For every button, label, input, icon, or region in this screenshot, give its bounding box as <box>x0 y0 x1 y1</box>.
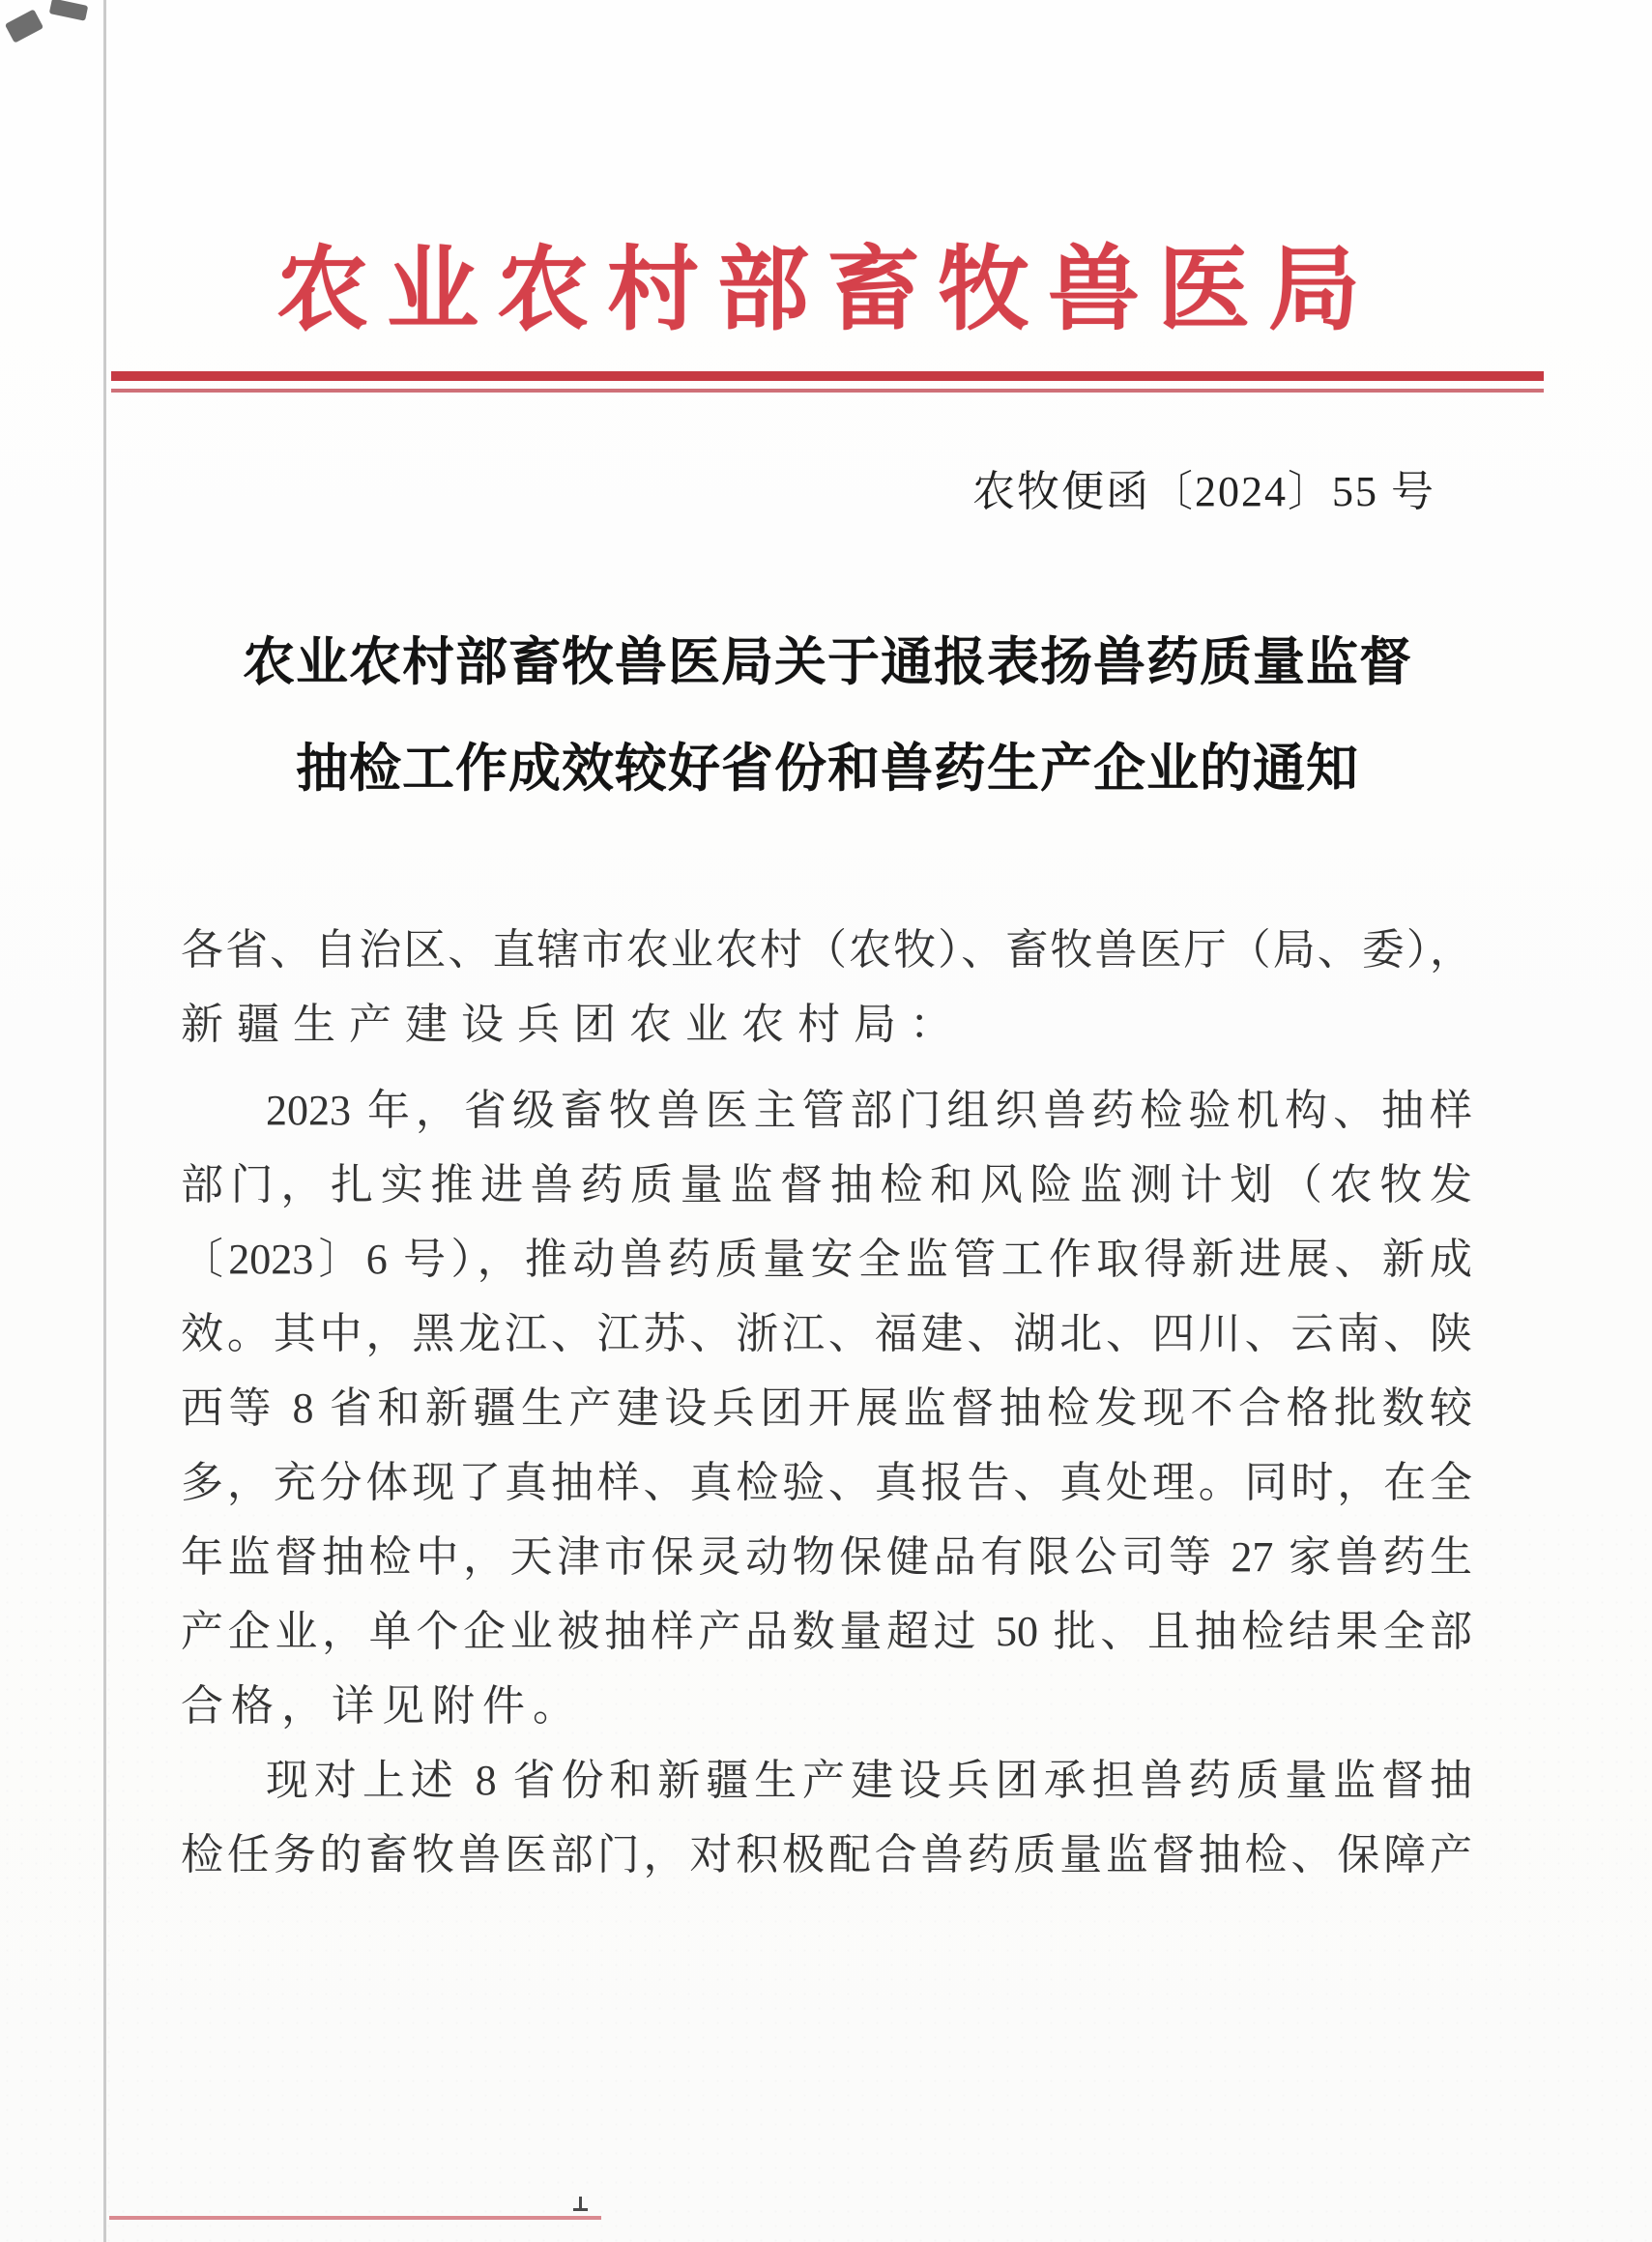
body-line: 〔2023〕6 号），推动兽药质量安全监管工作取得新进展、新成 <box>181 1236 1472 1283</box>
scan-artifact-page-mark <box>573 2208 588 2211</box>
document-title <box>111 609 1544 822</box>
body-line: 检任务的畜牧兽医部门，对积极配合兽药质量监督抽检、保障产 <box>181 1831 1472 1878</box>
scan-artifact-corner <box>5 9 43 43</box>
footer-scan-line <box>109 2216 601 2220</box>
document-body <box>181 913 1472 1892</box>
letterhead-rule-thin <box>111 389 1544 393</box>
letterhead-title: 农业农村部畜牧兽医局 <box>275 239 1378 341</box>
document-title-line-2: 抽检工作成效较好省份和兽药生产企业的通知 <box>296 740 1359 798</box>
body-line: 年监督抽检中，天津市保灵动物保健品有限公司等 27 家兽药生 <box>181 1533 1472 1581</box>
letterhead-rule-thick <box>111 371 1544 381</box>
scan-edge-line <box>103 0 106 2242</box>
scan-artifact-corner <box>49 0 88 21</box>
document-title-line-1: 农业农村部畜牧兽医局关于通报表扬兽药质量监督 <box>243 633 1412 691</box>
body-line: 西等 8 省和新疆生产建设兵团开展监督抽检发现不合格批数较 <box>181 1384 1472 1432</box>
document-number: 农牧便函〔2024〕55 号 <box>972 468 1435 515</box>
body-line: 效。其中，黑龙江、江苏、浙江、福建、湖北、四川、云南、陕 <box>181 1310 1472 1357</box>
body-line: 现对上述 8 省份和新疆生产建设兵团承担兽药质量监督抽 <box>266 1757 1472 1804</box>
body-line: 新疆生产建设兵团农业农村局： <box>181 1001 966 1048</box>
body-line: 合格，详见附件。 <box>181 1682 583 1730</box>
body-line: 产企业，单个企业被抽样产品数量超过 50 批、且抽检结果全部 <box>181 1608 1472 1655</box>
body-line: 部门，扎实推进兽药质量监督抽检和风险监测计划（农牧发 <box>181 1161 1472 1208</box>
body-line: 2023 年，省级畜牧兽医主管部门组织兽药检验机构、抽样 <box>266 1087 1472 1134</box>
body-line: 各省、自治区、直辖市农业农村（农牧）、畜牧兽医厅（局、委）， <box>181 926 1472 974</box>
body-line: 多，充分体现了真抽样、真检验、真报告、真处理。同时，在全 <box>181 1459 1472 1506</box>
